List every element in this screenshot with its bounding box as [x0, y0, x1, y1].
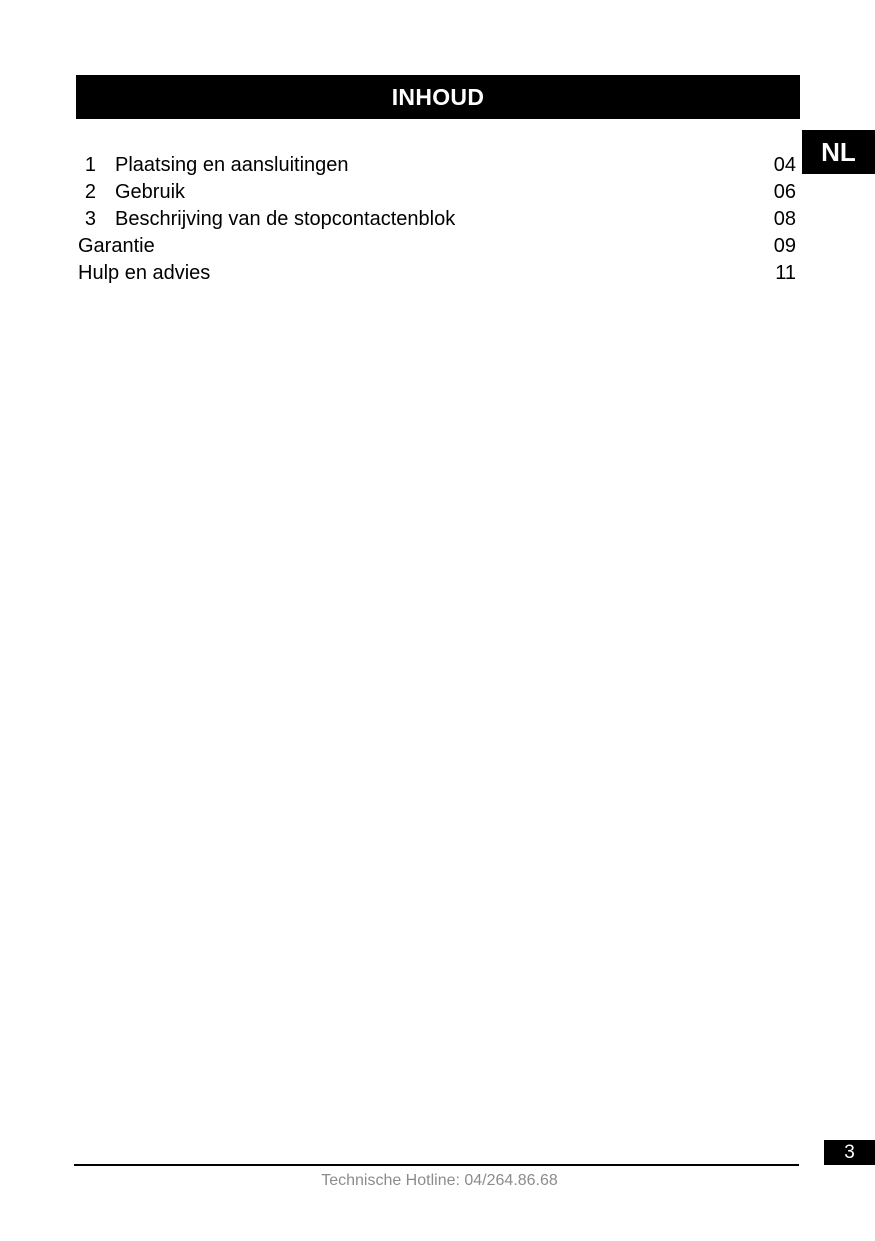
toc-entry-page: 08	[773, 208, 796, 230]
toc-entry-page: 06	[773, 181, 796, 203]
toc-entry-page: 11	[775, 262, 796, 284]
toc-entry-number: 1	[84, 154, 96, 176]
toc-entry[interactable]	[78, 152, 796, 179]
toc-entry-number: 3	[84, 208, 96, 230]
toc-entry[interactable]	[78, 179, 796, 206]
toc-entry[interactable]	[78, 260, 796, 287]
toc-entry[interactable]	[78, 206, 796, 233]
toc-entry-label: Beschrijving van de stopcontactenblok	[115, 208, 456, 230]
footer-hotline: Technische Hotline: 04/264.86.68	[321, 1172, 558, 1189]
footer-divider	[74, 1164, 799, 1166]
toc-entry[interactable]	[78, 233, 796, 260]
toc-entry-label: Plaatsing en aansluitingen	[115, 154, 349, 176]
toc-entry-label: Hulp en advies	[78, 262, 211, 284]
toc-entry-page: 04	[773, 154, 796, 176]
table-of-contents	[78, 152, 796, 287]
toc-entry-page: 09	[773, 235, 796, 257]
toc-entry-label: Gebruik	[115, 181, 186, 203]
page-number-badge: 3	[824, 1140, 875, 1165]
toc-entry-label: Garantie	[78, 235, 155, 257]
toc-entry-number: 2	[84, 181, 96, 203]
page-title: INHOUD	[76, 75, 800, 119]
language-tab: NL	[802, 130, 875, 174]
